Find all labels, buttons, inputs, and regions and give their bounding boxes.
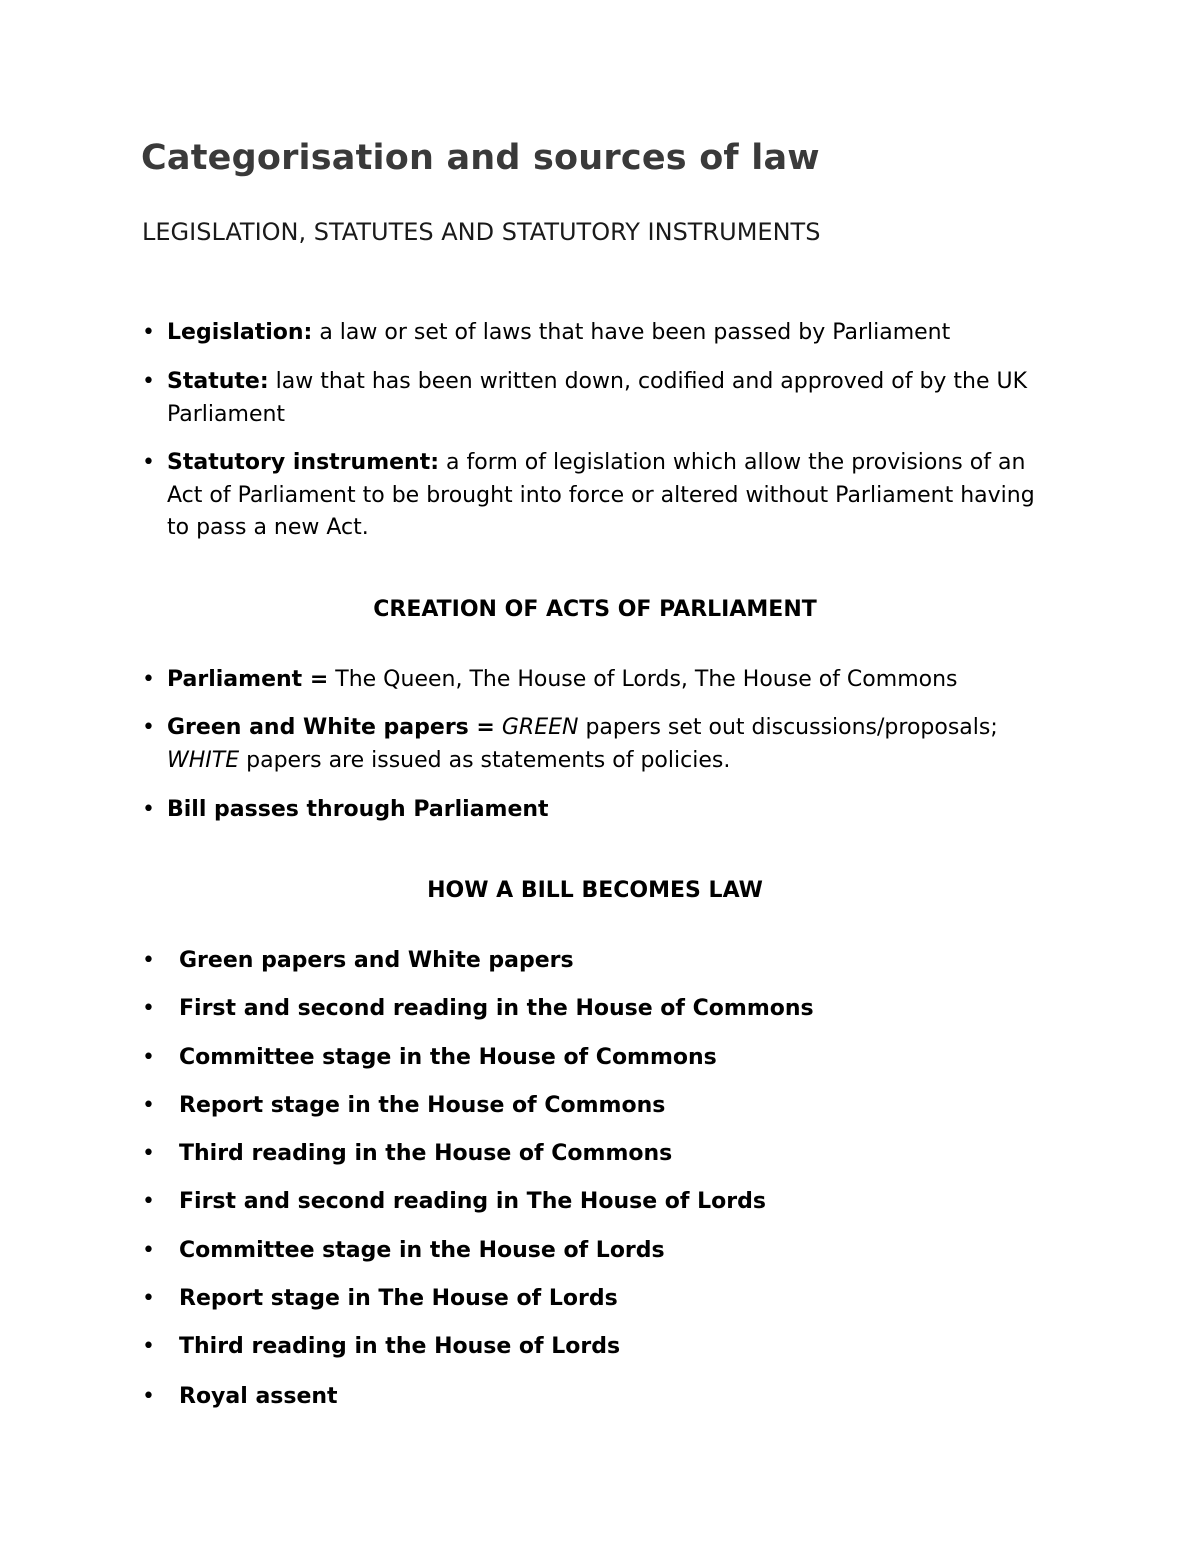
definition-text: a law or set of laws that have been passed by Parliament bbox=[312, 320, 951, 345]
bullet-icon: • bbox=[142, 320, 155, 345]
definition-item-statute bbox=[142, 366, 1062, 431]
list-item bbox=[142, 1235, 1062, 1268]
creation-text-a: papers set out discussions/proposals; bbox=[578, 715, 998, 740]
creation-heading: CREATION OF ACTS OF PARLIAMENT bbox=[373, 597, 817, 622]
list-item bbox=[142, 945, 1062, 978]
bullet-icon: • bbox=[142, 996, 155, 1021]
creation-item-bill bbox=[142, 794, 1062, 827]
bullet-icon: • bbox=[142, 948, 155, 973]
step-text: Third reading in the House of Commons bbox=[179, 1141, 673, 1166]
white-word: WHITE bbox=[167, 747, 240, 773]
creation-term: Parliament = bbox=[167, 667, 329, 692]
step-text: Committee stage in the House of Lords bbox=[179, 1238, 665, 1263]
step-text: Green papers and White papers bbox=[179, 948, 574, 973]
bullet-icon: • bbox=[142, 1141, 155, 1166]
step-text: Report stage in The House of Lords bbox=[179, 1286, 618, 1311]
list-item bbox=[142, 1381, 1062, 1414]
definition-text: a form of legislation which allow the provisions of an Act of Parliament to be brought into force or altered without Parliament having to pass a new Act. bbox=[167, 450, 1035, 540]
definition-term: Statutory instrument: bbox=[167, 450, 440, 475]
creation-item-papers bbox=[142, 712, 1062, 777]
creation-item-parliament bbox=[142, 664, 1062, 697]
bullet-icon: • bbox=[142, 1334, 155, 1359]
definition-term: Statute: bbox=[167, 369, 269, 394]
bullet-icon: • bbox=[142, 450, 155, 475]
list-item bbox=[142, 1283, 1062, 1316]
step-text: Report stage in the House of Commons bbox=[179, 1093, 666, 1118]
bill-process-heading: HOW A BILL BECOMES LAW bbox=[427, 878, 763, 903]
step-text: Royal assent bbox=[179, 1384, 338, 1409]
list-item bbox=[142, 1331, 1062, 1364]
step-text: Third reading in the House of Lords bbox=[179, 1334, 621, 1359]
bullet-icon: • bbox=[142, 369, 155, 394]
page-title: Categorisation and sources of law bbox=[141, 138, 820, 178]
definition-term: Legislation: bbox=[167, 320, 313, 345]
creation-term: Bill passes through Parliament bbox=[167, 797, 549, 822]
definition-item-legislation bbox=[142, 317, 1062, 350]
bullet-icon: • bbox=[142, 667, 155, 692]
step-text: First and second reading in the House of Commons bbox=[179, 996, 814, 1021]
bullet-icon: • bbox=[142, 1045, 155, 1070]
creation-term: Green and White papers = bbox=[167, 715, 495, 740]
bullet-icon: • bbox=[142, 1286, 155, 1311]
list-item bbox=[142, 1138, 1062, 1171]
bullet-icon: • bbox=[142, 715, 155, 740]
list-item bbox=[142, 1186, 1062, 1219]
section-subtitle: LEGISLATION, STATUTES AND STATUTORY INSTRUMENTS bbox=[142, 218, 821, 246]
definition-text: law that has been written down, codified and approved of by the UK Parliament bbox=[167, 369, 1028, 427]
list-item bbox=[142, 1042, 1062, 1075]
bullet-icon: • bbox=[142, 1238, 155, 1263]
green-word: GREEN bbox=[501, 715, 579, 740]
step-text: First and second reading in The House of Lords bbox=[179, 1189, 766, 1214]
bullet-icon: • bbox=[142, 1384, 155, 1409]
step-text: Committee stage in the House of Commons bbox=[179, 1045, 717, 1070]
bullet-icon: • bbox=[142, 1189, 155, 1214]
creation-text-b: papers are issued as statements of policies. bbox=[239, 747, 731, 773]
creation-text: The Queen, The House of Lords, The House of Commons bbox=[328, 667, 958, 692]
bullet-icon: • bbox=[142, 1093, 155, 1118]
bullet-icon: • bbox=[142, 797, 155, 822]
list-item bbox=[142, 1090, 1062, 1123]
definition-item-statutory-instrument bbox=[142, 447, 1062, 545]
list-item bbox=[142, 993, 1062, 1026]
